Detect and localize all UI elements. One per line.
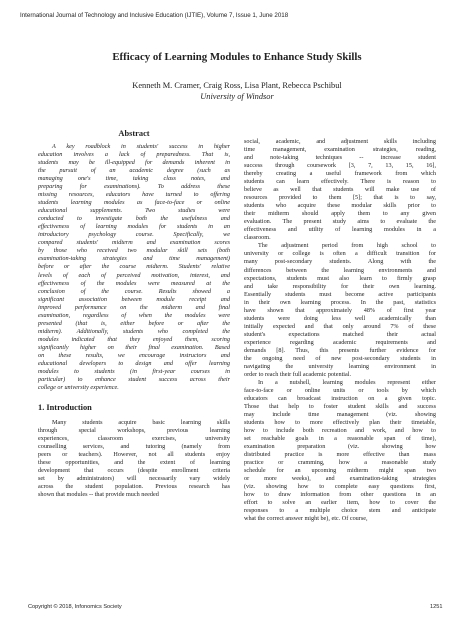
paragraph-adjustment-period bbox=[244, 242, 436, 379]
text-line: may include time management (viz. showing bbox=[244, 411, 436, 419]
text-line: set reachable goals in a reasonable span of time), bbox=[244, 435, 436, 443]
text-line: students who acquire these modular skills prior to bbox=[244, 202, 436, 210]
text-line: college or university experience. bbox=[38, 383, 119, 391]
text-line: A key roadblock in students' success in higher bbox=[52, 143, 230, 150]
text-line: student's expectations matched their actual bbox=[244, 330, 436, 338]
right-column bbox=[244, 138, 436, 524]
paper-title: Efficacy of Learning Modules to Enhance Study Skills bbox=[112, 51, 362, 63]
text-line: significantly higher on their final examination. Based bbox=[38, 343, 230, 351]
text-line: social, academic, and adjustment skills including bbox=[244, 138, 436, 145]
text-line: order to reach their full academic potential. bbox=[244, 370, 352, 378]
text-line: evaluation. The present study aims to evaluate the bbox=[244, 218, 436, 226]
text-line: before or after the course midterm. Students' relative bbox=[38, 263, 230, 271]
text-line: through special workshops, previous learning bbox=[38, 427, 230, 434]
text-line: navigating the university learning environment in bbox=[244, 362, 436, 370]
abstract-body bbox=[38, 143, 230, 392]
text-line: experiences, classroom exercises, university bbox=[38, 435, 230, 443]
text-line: students learning modules as face-to-face or online bbox=[38, 199, 230, 207]
text-line: compared students' midterm and examination scores bbox=[38, 239, 230, 247]
text-line: Essentially students must become active participants bbox=[244, 290, 436, 298]
text-line: how to include both recreation and work, and how to bbox=[244, 427, 436, 435]
text-line: thereby creating a useful framework from which bbox=[244, 170, 436, 178]
affiliation: University of Windsor bbox=[200, 92, 274, 101]
text-line: educational supplements. Two studies were bbox=[38, 207, 230, 215]
text-line: significant association between module receipt and bbox=[38, 295, 230, 303]
text-line: students how to more effectively plan their timetable, bbox=[244, 419, 436, 427]
text-line: across the student population. Previous research has bbox=[38, 483, 230, 491]
introduction-heading: 1. Introduction bbox=[38, 402, 92, 412]
text-line: presented (that is, either before or after the bbox=[38, 319, 230, 327]
text-line: effectiveness of learning modules for students in an bbox=[38, 223, 230, 231]
text-line: students may be ill-equipped for demands inherent in bbox=[38, 159, 230, 167]
text-line: Those that help to foster student skills and success bbox=[244, 403, 436, 411]
text-line: time management, examination strategies, reading, bbox=[244, 146, 436, 154]
text-line: shown that modules -- that provide much needed bbox=[38, 491, 159, 499]
text-line: practice or cramming, how a reasonable study bbox=[244, 459, 436, 467]
paragraph-continuation bbox=[244, 138, 436, 242]
text-line: university or college is often a difficult transition for bbox=[244, 250, 436, 258]
text-line: midterm). Additionally, students who completed the bbox=[38, 327, 230, 335]
text-line: differences between the learning environments and bbox=[244, 266, 436, 274]
text-line: In a nutshell, learning modules represent either bbox=[258, 378, 436, 386]
text-line: responses to a multiple choice stem and anticipate bbox=[244, 507, 436, 515]
text-line: set by administrators) will necessarily vary widely bbox=[38, 475, 230, 483]
text-line: improved performance on the midterm and final bbox=[38, 303, 230, 311]
text-line: introductory psychology course. Specifically, we bbox=[38, 231, 230, 239]
text-line: particular) to enhance student success across their bbox=[38, 375, 230, 383]
text-line: expectations, students must also learn to firmly grasp bbox=[244, 274, 436, 282]
text-line: peers or teachers). However, not all students enjoy bbox=[38, 451, 230, 459]
text-line: success through coursework [3, 7, 13, 15, 16], bbox=[244, 162, 436, 170]
text-line: on these results, we encourage instructors and bbox=[38, 351, 230, 359]
text-line: modules indicated that they enjoyed them, scoring bbox=[38, 335, 230, 343]
text-line: demands [8]. Thus, this presents further evidence for bbox=[244, 346, 436, 354]
text-line: effectiveness and utility of learning modules in a bbox=[244, 226, 436, 234]
text-line: educational developers to design and offer learning bbox=[38, 359, 230, 367]
text-line: levels of each of perceived motivation, interest, and bbox=[38, 271, 230, 279]
text-line: distributed practice is more effective than mass bbox=[244, 451, 436, 459]
text-line: The adjustment period from high school to bbox=[258, 242, 436, 250]
text-line: many post-secondary students. Along with the bbox=[244, 258, 436, 266]
text-line: development that occurs (despite enrollment criteria bbox=[38, 467, 230, 475]
abstract-heading: Abstract bbox=[118, 129, 150, 138]
text-line: these opportunities, and the extent of learning bbox=[38, 459, 230, 467]
introduction-body bbox=[38, 419, 230, 499]
page-number: 1251 bbox=[430, 604, 443, 610]
text-line: experience regarding academic requirements and bbox=[244, 338, 436, 346]
author-list: Kenneth M. Cramer, Craig Ross, Lisa Plant, Rebecca Pschibul bbox=[132, 81, 342, 90]
text-line: and take responsibility for their own learning. bbox=[244, 282, 436, 290]
text-line: education involves a lack of preparedness. That is, bbox=[38, 151, 230, 159]
text-line: Many students acquire basic learning skills bbox=[52, 418, 230, 426]
text-line: and note-taking techniques -- increase student bbox=[244, 154, 436, 162]
text-line: students were doing less well academically than bbox=[244, 314, 436, 322]
text-line: examination preparation (viz. showing how bbox=[244, 443, 436, 451]
running-head: International Journal of Technology and Inclusive Education (IJTIE), Volume 7, Issue 1, June 2018 bbox=[20, 12, 289, 19]
text-line: counselling services, and tutoring (namely from bbox=[38, 443, 230, 451]
text-line: classroom. bbox=[244, 234, 271, 242]
copyright-notice: Copyright © 2018, Infonomics Society bbox=[28, 604, 122, 610]
text-line: resources provided to them [5]; that is to say, bbox=[244, 194, 436, 202]
text-line: the pursuit of an academic degree (such as bbox=[38, 167, 230, 175]
text-line: students can learn effectively. There is reason to bbox=[244, 178, 436, 186]
text-line: effectiveness of the modules were measured at the bbox=[38, 279, 230, 287]
text-line: effort to solve an earlier item, how to cover the bbox=[244, 499, 436, 507]
text-line: managing one's time, taking class notes, and bbox=[38, 175, 230, 183]
text-line: by those who received two modular skill sets (both bbox=[38, 247, 230, 255]
text-line: or more weeks), and examination-taking strategies bbox=[244, 475, 436, 483]
text-line: schedule for an upcoming midterm might span two bbox=[244, 467, 436, 475]
text-line: conclusion of the course. Results showed a bbox=[38, 287, 230, 295]
text-line: in their own learning process. In the past, statistics bbox=[244, 298, 436, 306]
text-line: initially expected and that only around 7% of these bbox=[244, 322, 436, 330]
left-column bbox=[38, 128, 230, 499]
text-line: educators can broadcast instruction on a given topic. bbox=[244, 395, 436, 402]
text-line: have shown that approximately 48% of first year bbox=[244, 306, 436, 314]
text-line: conducted to investigate both the usefulness and bbox=[38, 215, 230, 223]
text-line: believe as well that students will make use of bbox=[244, 186, 436, 194]
text-line: face-to-face or online units or tools by which bbox=[244, 386, 436, 394]
text-line: their midterm should apply them to any given bbox=[244, 210, 436, 218]
text-line: missing resources, educators have turned to offering bbox=[38, 191, 230, 199]
text-line: what the correct answer might be), etc. Of course, bbox=[244, 515, 368, 523]
text-line: examination-taking strategies and time management) bbox=[38, 255, 230, 263]
paragraph-learning-modules bbox=[244, 379, 436, 524]
text-line: preparing for examinations). To address these bbox=[38, 183, 230, 191]
text-line: the ongoing need of new post-secondary students in bbox=[244, 354, 436, 362]
text-line: how to draw information from other questions in an bbox=[244, 491, 436, 499]
text-line: examination, regardless of when the modules were bbox=[38, 311, 230, 319]
text-line: (viz. showing how to complete easy questions first, bbox=[244, 483, 436, 491]
text-line: modules to students (in first-year courses in bbox=[38, 367, 230, 375]
